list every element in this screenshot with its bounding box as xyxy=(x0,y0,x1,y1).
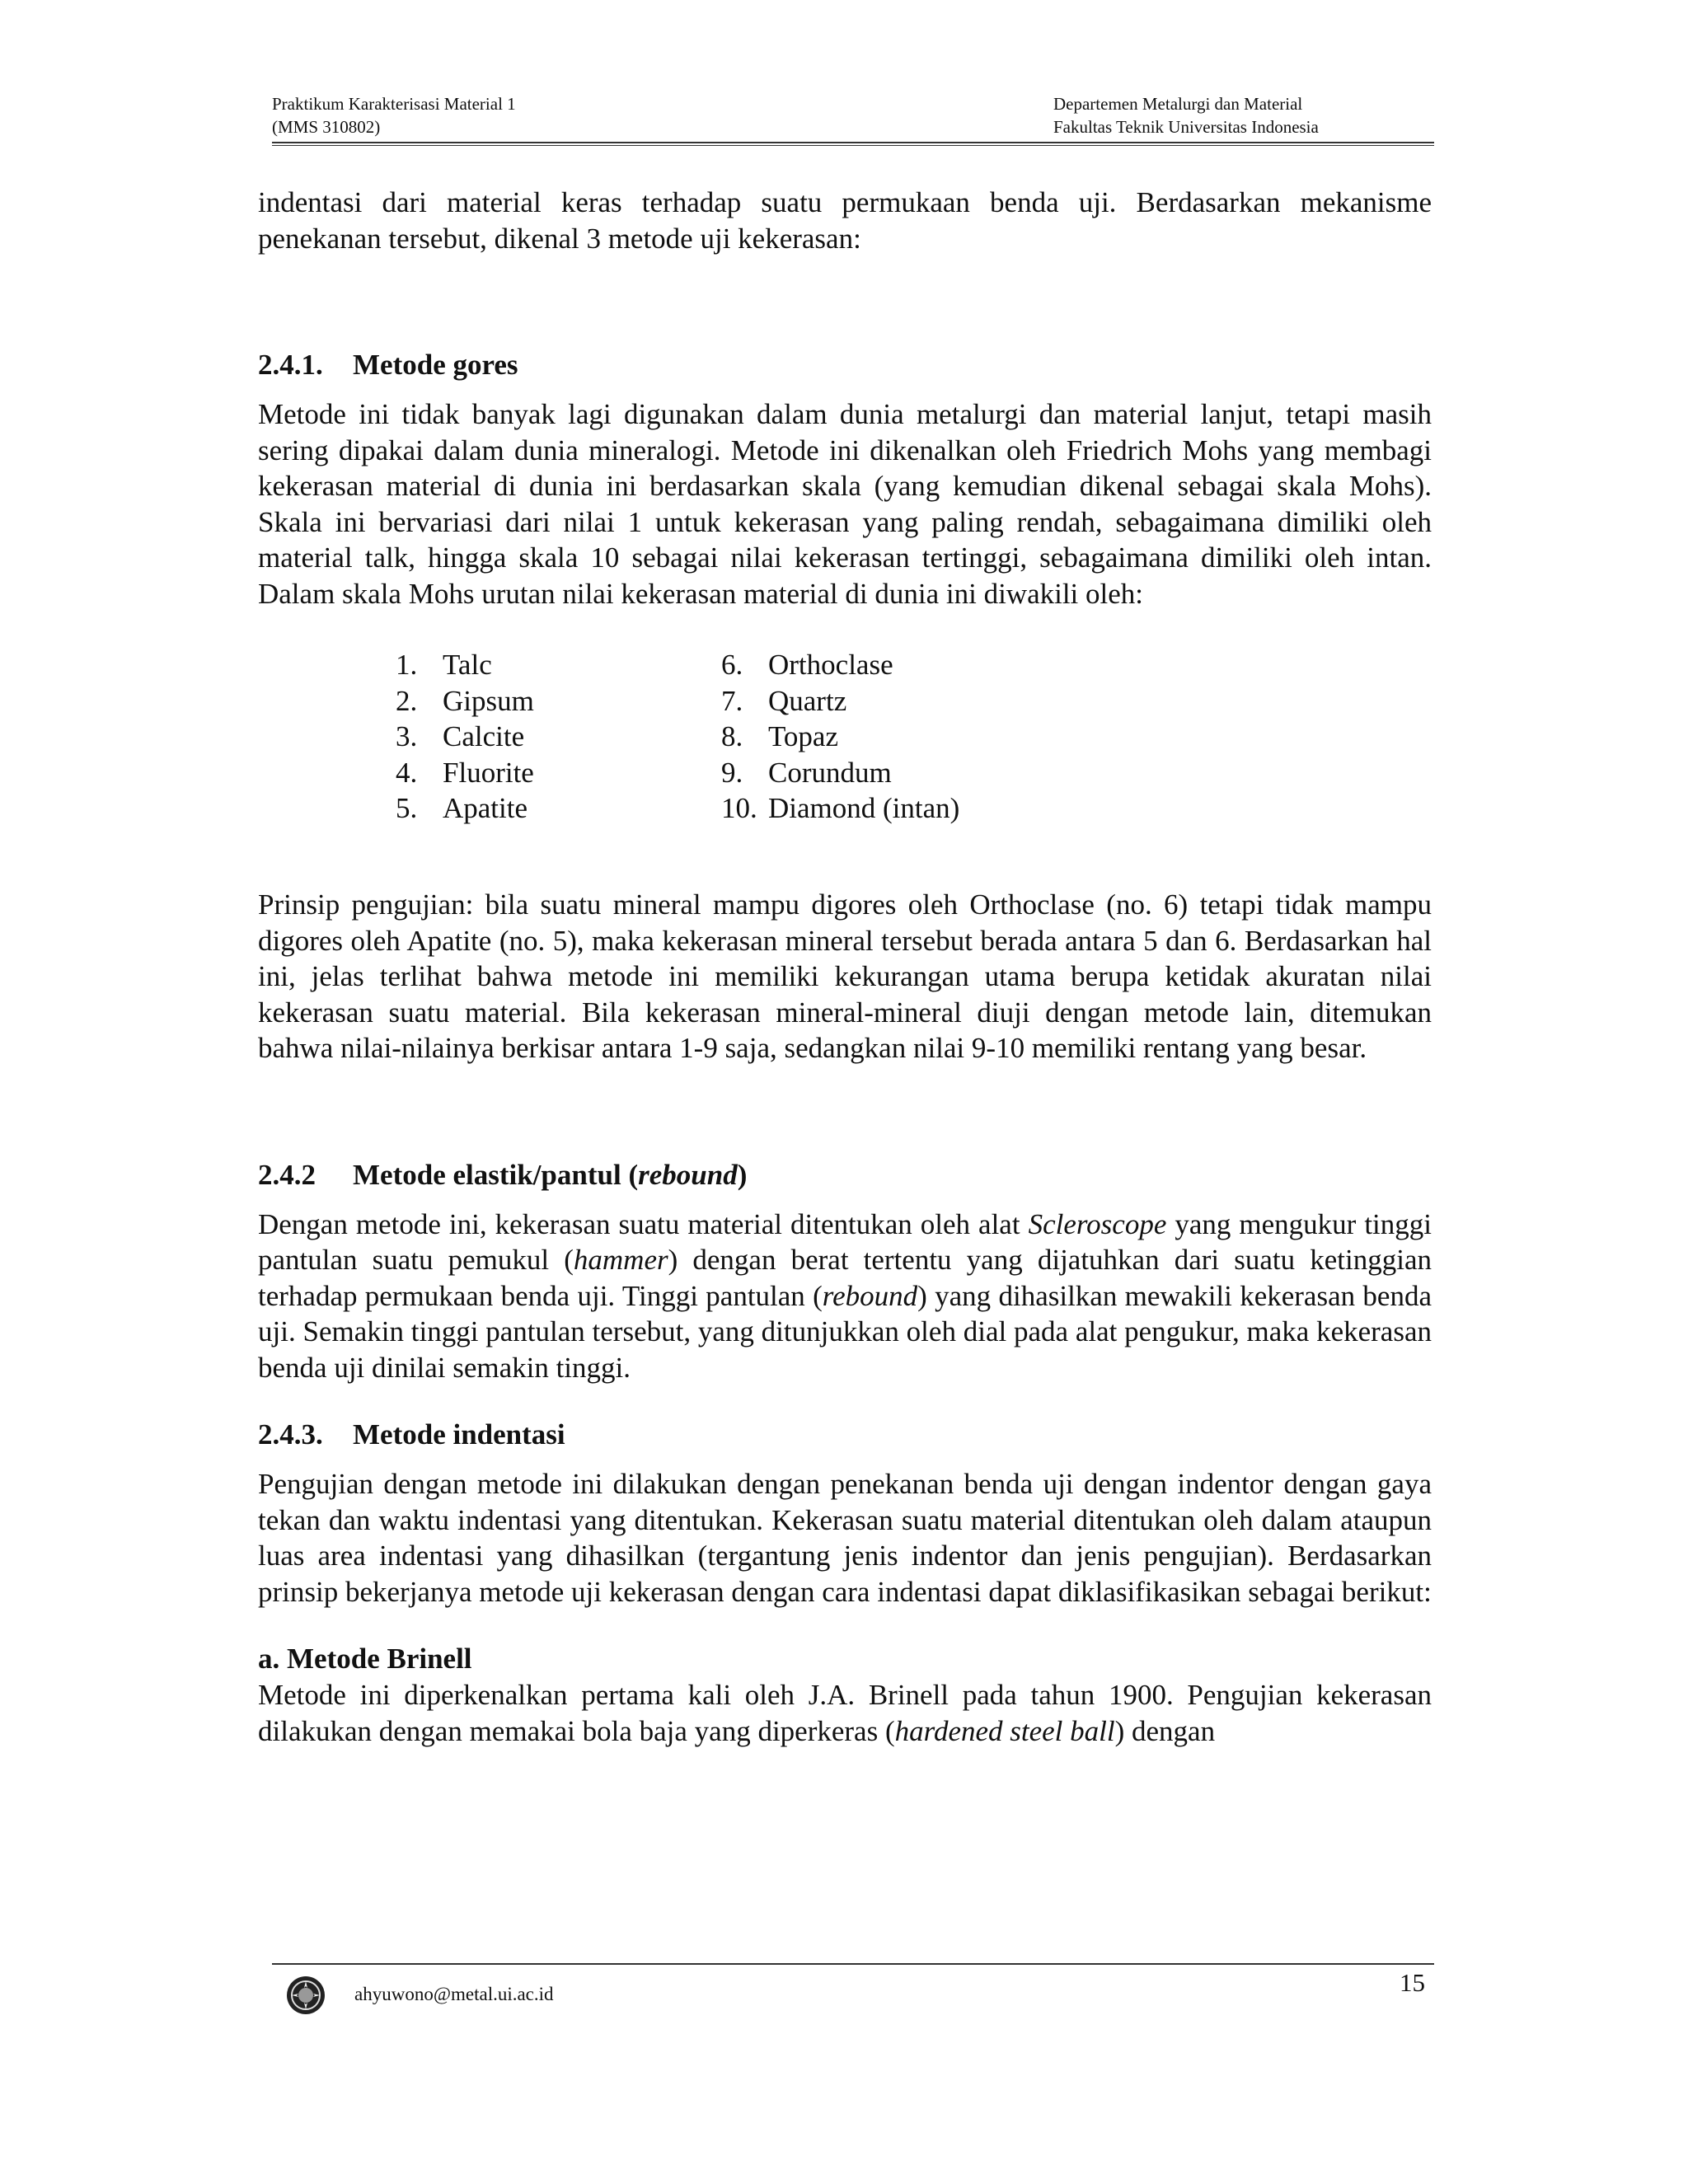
mohs-mineral-name: Apatite xyxy=(443,792,528,824)
mohs-rank: 1. xyxy=(396,649,418,681)
course-title: Praktikum Karakterisasi Material 1 xyxy=(272,94,516,114)
department-name: Departemen Metalurgi dan Material xyxy=(1053,94,1303,114)
mohs-list-item xyxy=(396,683,534,719)
section-title-italic: rebound xyxy=(638,1158,738,1191)
mohs-rank: 8. xyxy=(721,720,743,752)
section-title: Metode elastik/pantul ( xyxy=(353,1158,639,1191)
mohs-list-right xyxy=(721,647,959,827)
italic-term: rebound xyxy=(822,1279,918,1312)
mohs-list-left xyxy=(396,647,534,827)
page-content xyxy=(258,185,1432,1749)
text-run: ) dengan xyxy=(1114,1714,1216,1747)
text-run: Dengan metode ini, kekerasan suatu material ditentukan oleh alat xyxy=(258,1207,1029,1240)
section-number: 2.4.1. xyxy=(258,349,323,381)
mohs-rank: 4. xyxy=(396,756,418,789)
brinell-heading: a. Metode Brinell xyxy=(258,1643,472,1675)
mohs-rank: 6. xyxy=(721,649,743,681)
university-logo xyxy=(285,1975,326,2016)
mohs-rank: 9. xyxy=(721,756,743,789)
intro-paragraph: indentasi dari material keras terhadap suatu permukaan benda uji. Berdasarkan mekanisme penekanan tersebut, dikenal 3 metode uji kekerasan: xyxy=(258,186,1432,255)
mohs-mineral-name: Corundum xyxy=(768,756,892,789)
section-2-4-2-body xyxy=(258,1207,1432,1386)
header-right xyxy=(1053,92,1319,138)
section-2-4-1-body: Metode ini tidak banyak lagi digunakan dalam dunia metalurgi dan material lanjut, tetapi masih sering dipakai dalam dunia mineralogi. Metode ini dikenalkan oleh Friedrich Mohs yang membagi kekerasan material di dunia ini berdasarkan skala (yang kemudian dikenal sebagai skala Mohs). Skala ini bervariasi dari nilai 1 untuk kekerasan yang paling rendah, sebagaimana dimiliki oleh material talk, hingga skala 10 sebagai nilai kekerasan tertinggi, sebagaimana dimiliki oleh intan. Dalam skala Mohs urutan nilai kekerasan material di dunia ini diwakili oleh: xyxy=(258,398,1432,610)
page-number: 15 xyxy=(1400,1968,1425,1997)
mohs-list-item xyxy=(396,790,534,827)
section-2-4-2-heading xyxy=(258,1157,1432,1193)
author-email: ahyuwono@metal.ui.ac.id xyxy=(354,1984,554,2004)
mohs-list-item xyxy=(721,719,959,755)
mohs-list-item xyxy=(721,755,959,791)
section-number: 2.4.3. xyxy=(258,1418,323,1451)
mohs-mineral-name: Topaz xyxy=(768,720,839,752)
section-2-4-3-body: Pengujian dengan metode ini dilakukan dengan penekanan benda uji dengan indentor dengan gaya tekan dan waktu indentasi yang ditentukan. Kekerasan suatu material ditentukan oleh dalam ataupun luas area indentasi yang dihasilkan (tergantung jenis indentor dan jenis pengujian). Berdasarkan prinsip bekerjanya metode uji kekerasan dengan cara indentasi dapat diklasifikasikan sebagai berikut: xyxy=(258,1468,1432,1608)
section-title: Metode gores xyxy=(353,349,518,381)
italic-term: hardened steel ball xyxy=(894,1714,1115,1747)
header-divider xyxy=(272,142,1434,146)
mohs-list-item xyxy=(721,683,959,719)
course-code: (MMS 310802) xyxy=(272,117,381,137)
section-2-4-3-heading xyxy=(258,1417,1432,1453)
text-run: yang mengukur tinggi pantulan suatu pemukul ( xyxy=(258,1207,1432,1276)
faculty-name: Fakultas Teknik Universitas Indonesia xyxy=(1053,117,1319,137)
mohs-scale-list xyxy=(396,647,1055,828)
mohs-list-item xyxy=(396,755,534,791)
mohs-rank: 3. xyxy=(396,720,418,752)
mohs-list-item xyxy=(396,647,534,683)
footer-divider xyxy=(272,1963,1434,1965)
text-run: ) yang dihasilkan mewakili kekerasan benda uji. Semakin tinggi pantulan tersebut, yang ditunjukkan oleh dial pada alat pengukur, maka kekerasan benda uji dinilai semakin tinggi. xyxy=(258,1279,1432,1384)
mohs-mineral-name: Diamond (intan) xyxy=(768,792,960,824)
mohs-mineral-name: Calcite xyxy=(443,720,525,752)
mohs-list-item xyxy=(721,647,959,683)
italic-term: hammer xyxy=(573,1244,668,1276)
mohs-mineral-name: Talc xyxy=(443,649,492,681)
mohs-mineral-name: Fluorite xyxy=(443,756,534,789)
page-header xyxy=(272,92,1434,142)
text-run: ) dengan berat tertentu yang dijatuhkan dari suatu ketinggian terhadap permukaan benda uji. Tinggi pantulan ( xyxy=(258,1244,1432,1312)
mohs-rank: 10. xyxy=(721,792,757,824)
mohs-mineral-name: Gipsum xyxy=(443,684,534,717)
section-title-end: ) xyxy=(737,1158,748,1191)
mohs-rank: 2. xyxy=(396,684,418,717)
section-2-4-1-heading xyxy=(258,347,1432,383)
text-run: Metode ini diperkenalkan pertama kali oleh J.A. Brinell pada tahun 1900. Pengujian kekerasan dilakukan dengan memakai bola baja yang diperkeras ( xyxy=(258,1679,1432,1747)
mohs-rank: 5. xyxy=(396,792,418,824)
mohs-list-item xyxy=(396,719,534,755)
mohs-mineral-name: Orthoclase xyxy=(768,649,893,681)
principle-paragraph: Prinsip pengujian: bila suatu mineral mampu digores oleh Orthoclase (no. 6) tetapi tidak mampu digores oleh Apatite (no. 5), maka kekerasan mineral tersebut berada antara 5 dan 6. Berdasarkan hal ini, jelas terlihat bahwa metode ini memiliki kekurangan utama berupa ketidak akuratan nilai kekerasan suatu material. Bila kekerasan mineral-mineral diuji dengan metode lain, ditemukan bahwa nilai-nilainya berkisar antara 1-9 saja, sedangkan nilai 9-10 memiliki rentang yang besar. xyxy=(258,888,1432,1064)
header-left xyxy=(272,92,516,138)
section-title: Metode indentasi xyxy=(353,1418,565,1451)
mohs-mineral-name: Quartz xyxy=(768,684,847,717)
section-number: 2.4.2 xyxy=(258,1158,316,1191)
italic-term: Scleroscope xyxy=(1028,1207,1167,1240)
mohs-rank: 7. xyxy=(721,684,743,717)
brinell-body xyxy=(258,1677,1432,1749)
mohs-list-item xyxy=(721,790,959,827)
